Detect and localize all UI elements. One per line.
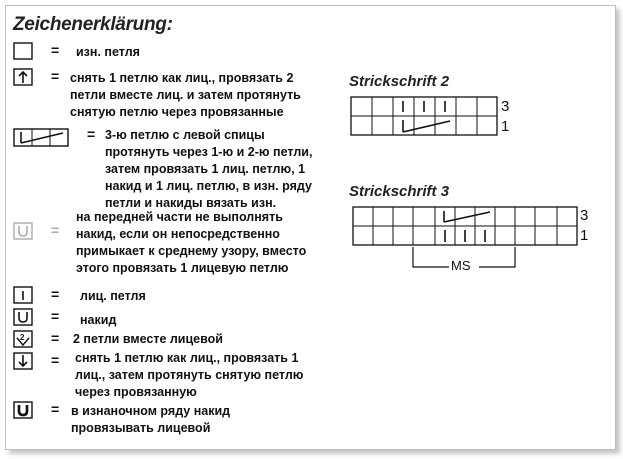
equals-sign: =	[51, 401, 60, 417]
legend-text-line: снятую петлю через провязанные	[70, 105, 284, 119]
bold-yarn-over-icon	[13, 401, 33, 419]
legend-text-line: петли и накиды вязать изн.	[105, 196, 277, 210]
legend-text-line: петли вместе лиц. и затем протянуть	[70, 88, 301, 102]
arrow-down-stitch-icon	[13, 352, 33, 370]
svg-text:2: 2	[20, 333, 25, 342]
legend-text-line: 3-ю петлю с левой спицы	[105, 128, 265, 142]
yarn-over-icon	[13, 308, 33, 326]
legend-text-line: примыкает к среднему узору, вместо	[76, 244, 307, 258]
chart-3-row-label: 3	[580, 207, 589, 224]
equals-sign: =	[87, 126, 96, 142]
equals-sign: =	[51, 286, 60, 302]
legend-text-line: этого провязать 1 лицевую петлю	[76, 261, 289, 275]
grey-yarn-over-icon	[13, 222, 33, 240]
legend-text-line: изн. петля	[76, 45, 140, 59]
legend-text-line: накид и 1 лиц. петлю, в изн. ряду	[105, 179, 312, 193]
legend-text-line: затем провязать 1 лиц. петлю, 1	[105, 162, 306, 176]
legend-text-line: через провязанную	[75, 385, 197, 399]
legend-text-line: лиц., затем протянуть снятую петлю	[75, 368, 304, 382]
legend-text-line: накид, если он непосредственно	[76, 227, 280, 241]
cross-three-stitch-icon	[13, 128, 69, 148]
chart-2-row-label: 3	[501, 98, 510, 115]
equals-sign: =	[51, 330, 60, 346]
equals-sign: =	[51, 68, 60, 84]
equals-sign: =	[51, 222, 60, 238]
equals-sign: =	[51, 42, 60, 58]
empty-square-icon	[13, 42, 33, 60]
chart-3-repeat-label: MS	[451, 258, 471, 273]
legend-text-line: снять 1 петлю как лиц., провязать 2	[70, 71, 294, 85]
knit-stitch-icon	[13, 286, 33, 304]
chart-3-row-label: 1	[580, 227, 589, 244]
legend-text-line: на передней части не выполнять	[76, 210, 283, 224]
legend-text-line: накид	[80, 313, 117, 327]
chart-3-title: Strickschrift 3	[349, 183, 450, 200]
equals-sign: =	[51, 308, 60, 324]
legend-text-line: провязывать лицевой	[71, 421, 211, 435]
legend-title: Zeichenerklärung:	[13, 14, 173, 35]
chart-2-grid	[350, 96, 500, 143]
chart-2-title: Strickschrift 2	[349, 73, 450, 90]
legend-text-line: лиц. петля	[80, 289, 146, 303]
legend-text-line: снять 1 петлю как лиц., провязать 1	[75, 351, 299, 365]
legend-text-line: в изнаночном ряду накид	[71, 404, 231, 418]
legend-text-line: 2 петли вместе лицевой	[73, 332, 223, 346]
equals-sign: =	[51, 352, 60, 368]
legend-text-line: протянуть через 1-ю и 2-ю петли,	[105, 145, 313, 159]
chart-2-row-label: 1	[501, 118, 510, 135]
arrow-up-stitch-icon	[13, 68, 33, 86]
knit-two-together-icon	[13, 330, 33, 348]
